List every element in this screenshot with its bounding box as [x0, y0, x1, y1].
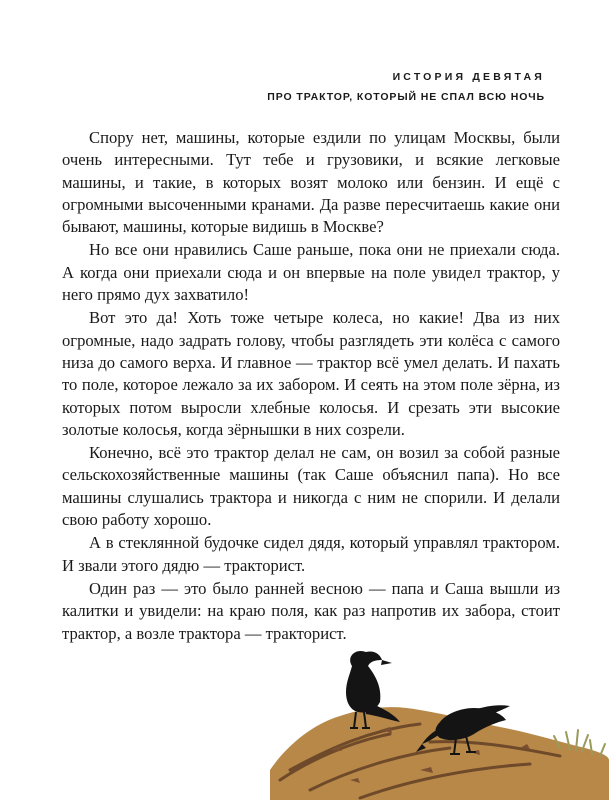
chapter-title: ПРО ТРАКТОР, КОТОРЫЙ НЕ СПАЛ ВСЮ НОЧЬ [267, 91, 545, 103]
paragraph: Спору нет, машины, которые ездили по улицам Москвы, были очень интересными. Тут тебе и грузовики, и всякие легковые машины, и такие, в которых возят молоко или бензин. И ещё с огромными высоченными кранами. Да разве пересчитаешь какие они бывают, машины, которые видишь в Москве? [62, 128, 560, 237]
crows-on-field-illustration [270, 630, 609, 800]
chapter-label: ИСТОРИЯ ДЕВЯТАЯ [392, 71, 545, 83]
paragraph: Конечно, всё это трактор делал не сам, он возил за собой разные сельскохозяйственные машины (так Саше объяснил папа). Но все машины слушались трактора и никогда с ним не спорили. И делали свою работу хорошо. [62, 443, 560, 530]
body-text [62, 127, 560, 645]
paragraph: Один раз — это было ранней весною — папа и Саша вышли из калитки и увидели: на краю поля, как раз напротив их забора, стоит трактор, а возле трактора — тракторист. [62, 578, 560, 643]
paragraph: А в стеклянной будочке сидел дядя, который управлял трактором. И звали этого дядю — тракторист. [62, 533, 560, 575]
paragraph: Вот это да! Хоть тоже четыре колеса, но какие! Два из них огромные, надо задрать голову, чтобы разглядеть эти колёса с самого низа до самого верха. И главное — трактор всё умел делать. И пахать то поле, которое лежало за их забором. И сеять на этом поле зёрна, из которых потом выросли хлебные колосья. И срезать эти высокие золотые колосья, когда зёрнышки в них созрели. [62, 308, 560, 439]
paragraph: Но все они нравились Саше раньше, пока они не приехали сюда. А когда они приехали сюда и он впервые на поле увидел трактор, у него прямо дух захватило! [62, 240, 560, 305]
